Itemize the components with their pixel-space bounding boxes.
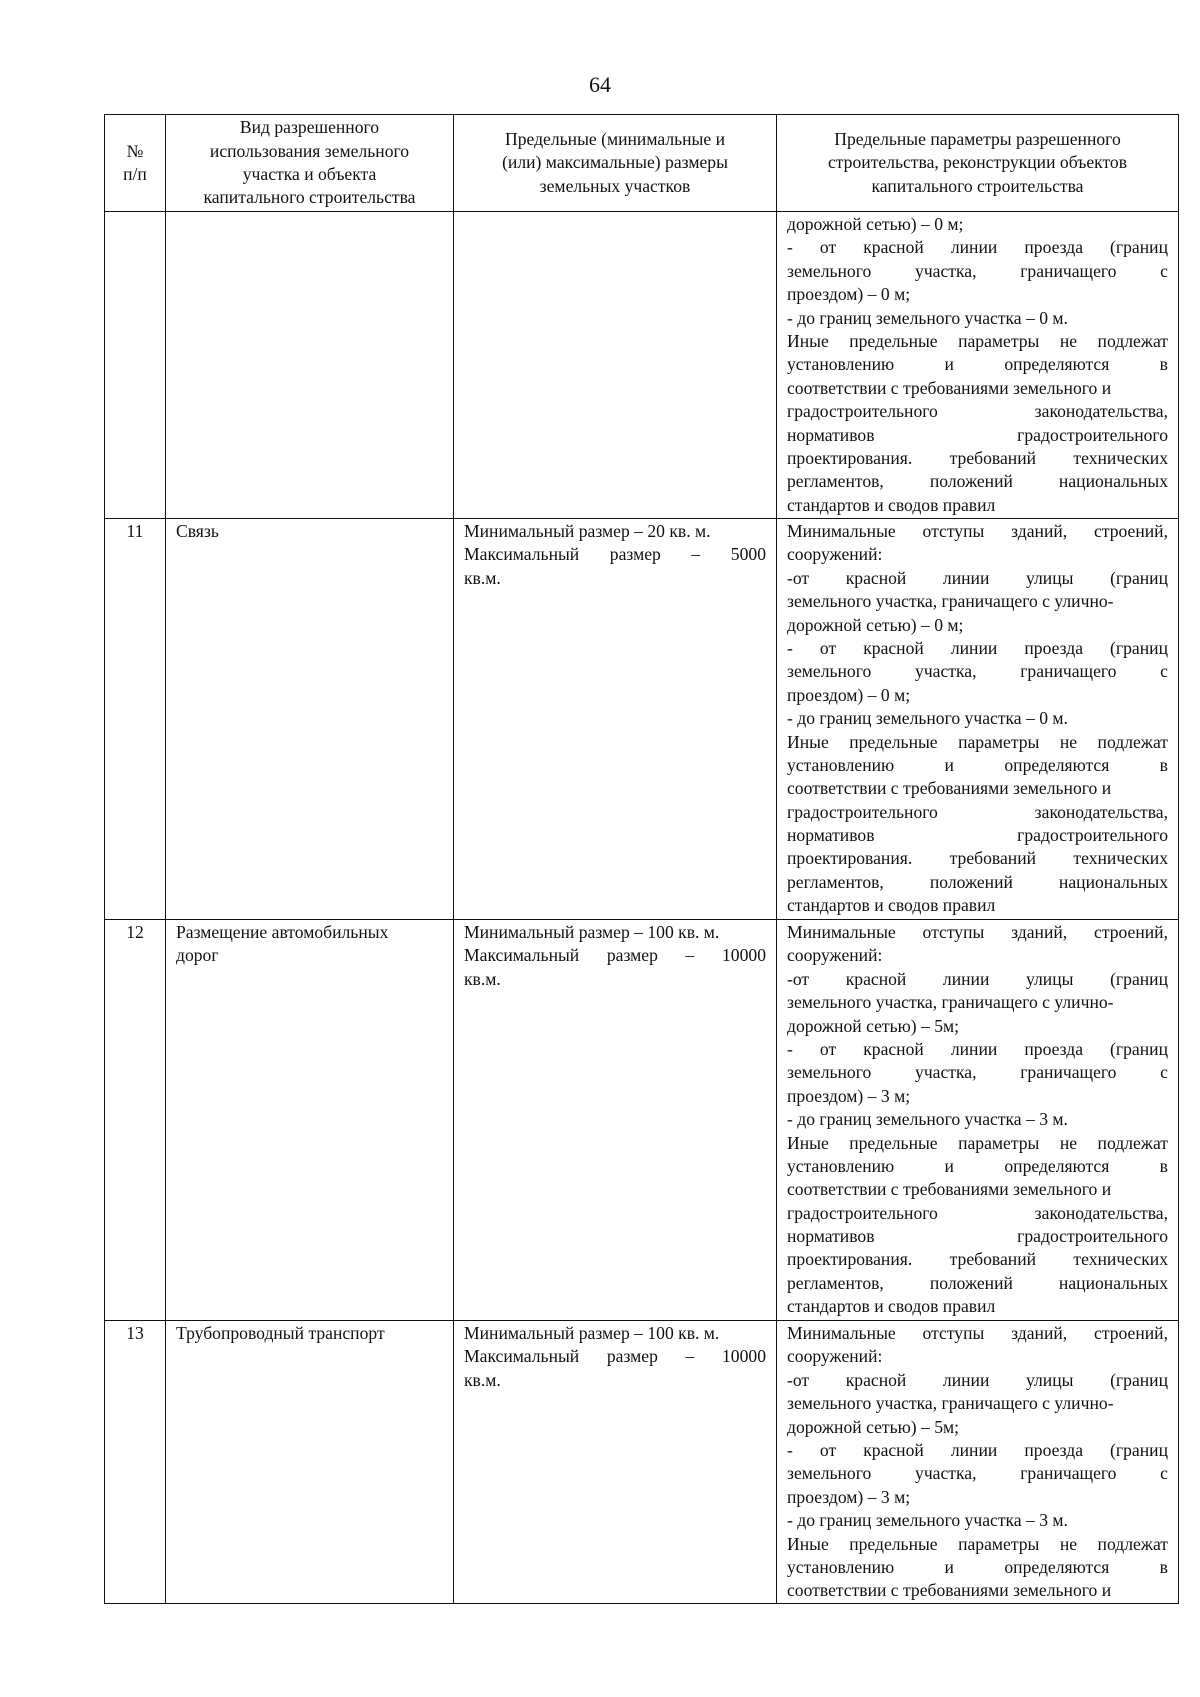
table-row: [105, 1321, 1179, 1604]
construction-parameters-cell-line: Иные предельные параметры не подлежат: [787, 731, 1168, 752]
construction-parameters-cell-line: Иные предельные параметры не подлежат: [787, 330, 1168, 351]
construction-parameters-cell-line: нормативов градостроительного: [787, 825, 1168, 846]
construction-parameters-cell-line: проездом) – 3 м;: [787, 1486, 911, 1507]
construction-parameters-cell-line: Минимальные отступы зданий, строений,: [787, 1323, 1168, 1343]
construction-parameters-cell-line: - до границ земельного участка – 0 м.: [787, 708, 1068, 729]
table-row: [105, 519, 1179, 920]
plot-size-cell-line: Максимальный размер – 5000: [464, 544, 766, 565]
plot-size-cell: [454, 920, 777, 1321]
construction-parameters-cell-line: соответствии с требованиями земельного и: [787, 377, 1112, 398]
construction-parameters-cell-line: регламентов, положений национальных: [787, 1272, 1168, 1293]
construction-parameters-cell-line: проездом) – 3 м;: [787, 1085, 911, 1106]
construction-parameters-cell-line: установлению и определяются в: [787, 754, 1168, 775]
page-number: 64: [589, 72, 611, 97]
permitted-use-cell-line: дорог: [176, 945, 219, 966]
header-plot-size: Предельные (минимальные и (или) максимальные) размеры земельных участков: [454, 115, 777, 212]
row-number-cell: [105, 920, 166, 1321]
plot-size-cell-line: кв.м.: [464, 567, 501, 588]
plot-size-cell-line: Максимальный размер – 10000: [464, 1346, 766, 1367]
construction-parameters-cell: [777, 519, 1179, 920]
row-number: 12: [126, 922, 144, 942]
header-number: № п/п: [105, 115, 166, 212]
plot-size-cell-line: кв.м.: [464, 968, 501, 989]
row-number-cell: [105, 212, 166, 519]
permitted-use-cell: [166, 519, 454, 920]
permitted-use-cell-line: Трубопроводный транспорт: [176, 1323, 385, 1343]
row-number-cell: [105, 519, 166, 920]
construction-parameters-cell: [777, 920, 1179, 1321]
construction-parameters-cell-line: стандартов и сводов правил: [787, 494, 996, 515]
construction-parameters-cell-line: сооружений:: [787, 945, 883, 966]
plot-size-cell: [454, 212, 777, 519]
construction-parameters-cell-line: нормативов градостроительного: [787, 424, 1168, 445]
plot-size-cell-line: Минимальный размер – 20 кв. м.: [464, 521, 711, 541]
plot-size-cell-line: Минимальный размер – 100 кв. м.: [464, 922, 720, 942]
header-permitted-use: Вид разрешенного использования земельного участка и объекта капитального строительства: [166, 115, 454, 212]
construction-parameters-cell-line: регламентов, положений национальных: [787, 471, 1168, 492]
construction-parameters-cell-line: установлению и определяются в: [787, 1556, 1168, 1577]
construction-parameters-cell-line: соответствии с требованиями земельного и: [787, 778, 1112, 799]
construction-parameters-cell: [777, 212, 1179, 519]
plot-size-cell-line: Минимальный размер – 100 кв. м.: [464, 1323, 720, 1343]
construction-parameters-cell-line: -от красной линии улицы (границ: [787, 968, 1168, 989]
construction-parameters-cell-line: - до границ земельного участка – 3 м.: [787, 1510, 1068, 1531]
construction-parameters-cell-line: Иные предельные параметры не подлежат: [787, 1533, 1168, 1554]
table-header-row: [105, 115, 1179, 212]
plot-size-cell: [454, 519, 777, 920]
construction-parameters-cell-line: проездом) – 0 м;: [787, 684, 911, 705]
construction-parameters-cell-line: градостроительного законодательства,: [787, 401, 1168, 422]
construction-parameters-cell-line: сооружений:: [787, 544, 883, 565]
construction-parameters-cell-line: проектирования. требований технических: [787, 447, 1168, 468]
construction-parameters-cell-line: регламентов, положений национальных: [787, 871, 1168, 892]
construction-parameters-cell-line: установлению и определяются в: [787, 1155, 1168, 1176]
construction-parameters-cell-line: дорожной сетью) – 5м;: [787, 1416, 960, 1437]
row-number: 11: [126, 521, 144, 541]
construction-parameters-cell-line: Минимальные отступы зданий, строений,: [787, 922, 1168, 942]
construction-parameters-cell-line: - до границ земельного участка – 0 м.: [787, 307, 1068, 328]
land-use-regulations-table: [104, 114, 1179, 1604]
permitted-use-cell: [166, 1321, 454, 1604]
row-number-cell: [105, 1321, 166, 1604]
construction-parameters-cell-line: стандартов и сводов правил: [787, 895, 996, 916]
row-number: 13: [126, 1323, 144, 1343]
construction-parameters-cell-line: - от красной линии проезда (границ: [787, 237, 1168, 258]
construction-parameters-cell-line: - до границ земельного участка – 3 м.: [787, 1109, 1068, 1130]
construction-parameters-cell-line: Иные предельные параметры не подлежат: [787, 1132, 1168, 1153]
construction-parameters-cell-line: сооружений:: [787, 1346, 883, 1367]
construction-parameters-cell-line: установлению и определяются в: [787, 354, 1168, 375]
table-row: [105, 920, 1179, 1321]
construction-parameters-cell-line: - от красной линии проезда (границ: [787, 637, 1168, 658]
construction-parameters-cell-line: Минимальные отступы зданий, строений,: [787, 521, 1168, 541]
construction-parameters-cell-line: дорожной сетью) – 0 м;: [787, 614, 964, 635]
construction-parameters-cell-line: проездом) – 0 м;: [787, 284, 911, 305]
construction-parameters-cell-line: земельного участка, граничащего с: [787, 661, 1168, 682]
permitted-use-cell: [166, 212, 454, 519]
construction-parameters-cell-line: проектирования. требований технических: [787, 1249, 1168, 1270]
plot-size-cell: [454, 1321, 777, 1604]
construction-parameters-cell-line: нормативов градостроительного: [787, 1226, 1168, 1247]
construction-parameters-cell: [777, 1321, 1179, 1604]
construction-parameters-cell-line: земельного участка, граничащего с: [787, 260, 1168, 281]
permitted-use-cell: [166, 920, 454, 1321]
permitted-use-cell-line: Размещение автомобильных: [176, 922, 389, 942]
construction-parameters-cell-line: проектирования. требований технических: [787, 848, 1168, 869]
construction-parameters-cell-line: -от красной линии улицы (границ: [787, 1369, 1168, 1390]
construction-parameters-cell-line: дорожной сетью) – 5м;: [787, 1015, 960, 1036]
plot-size-cell-line: Максимальный размер – 10000: [464, 945, 766, 966]
construction-parameters-cell-line: градостроительного законодательства,: [787, 1202, 1168, 1223]
construction-parameters-cell-line: - от красной линии проезда (границ: [787, 1439, 1168, 1460]
construction-parameters-cell-line: стандартов и сводов правил: [787, 1296, 996, 1317]
construction-parameters-cell-line: градостроительного законодательства,: [787, 801, 1168, 822]
construction-parameters-cell-line: соответствии с требованиями земельного и: [787, 1179, 1112, 1200]
construction-parameters-cell-line: дорожной сетью) – 0 м;: [787, 214, 964, 234]
header-construction-parameters: Предельные параметры разрешенного строительства, реконструкции объектов капитального строительства: [777, 115, 1179, 212]
construction-parameters-cell-line: соответствии с требованиями земельного и: [787, 1580, 1112, 1601]
plot-size-cell-line: кв.м.: [464, 1369, 501, 1390]
construction-parameters-cell-line: земельного участка, граничащего с: [787, 1463, 1168, 1484]
permitted-use-cell-line: Связь: [176, 521, 219, 541]
construction-parameters-cell-line: земельного участка, граничащего с улично-: [787, 1393, 1114, 1414]
table-row: [105, 212, 1179, 519]
construction-parameters-cell-line: -от красной линии улицы (границ: [787, 567, 1168, 588]
construction-parameters-cell-line: земельного участка, граничащего с улично-: [787, 992, 1114, 1013]
construction-parameters-cell-line: земельного участка, граничащего с: [787, 1062, 1168, 1083]
construction-parameters-cell-line: - от красной линии проезда (границ: [787, 1038, 1168, 1059]
construction-parameters-cell-line: земельного участка, граничащего с улично-: [787, 591, 1114, 612]
